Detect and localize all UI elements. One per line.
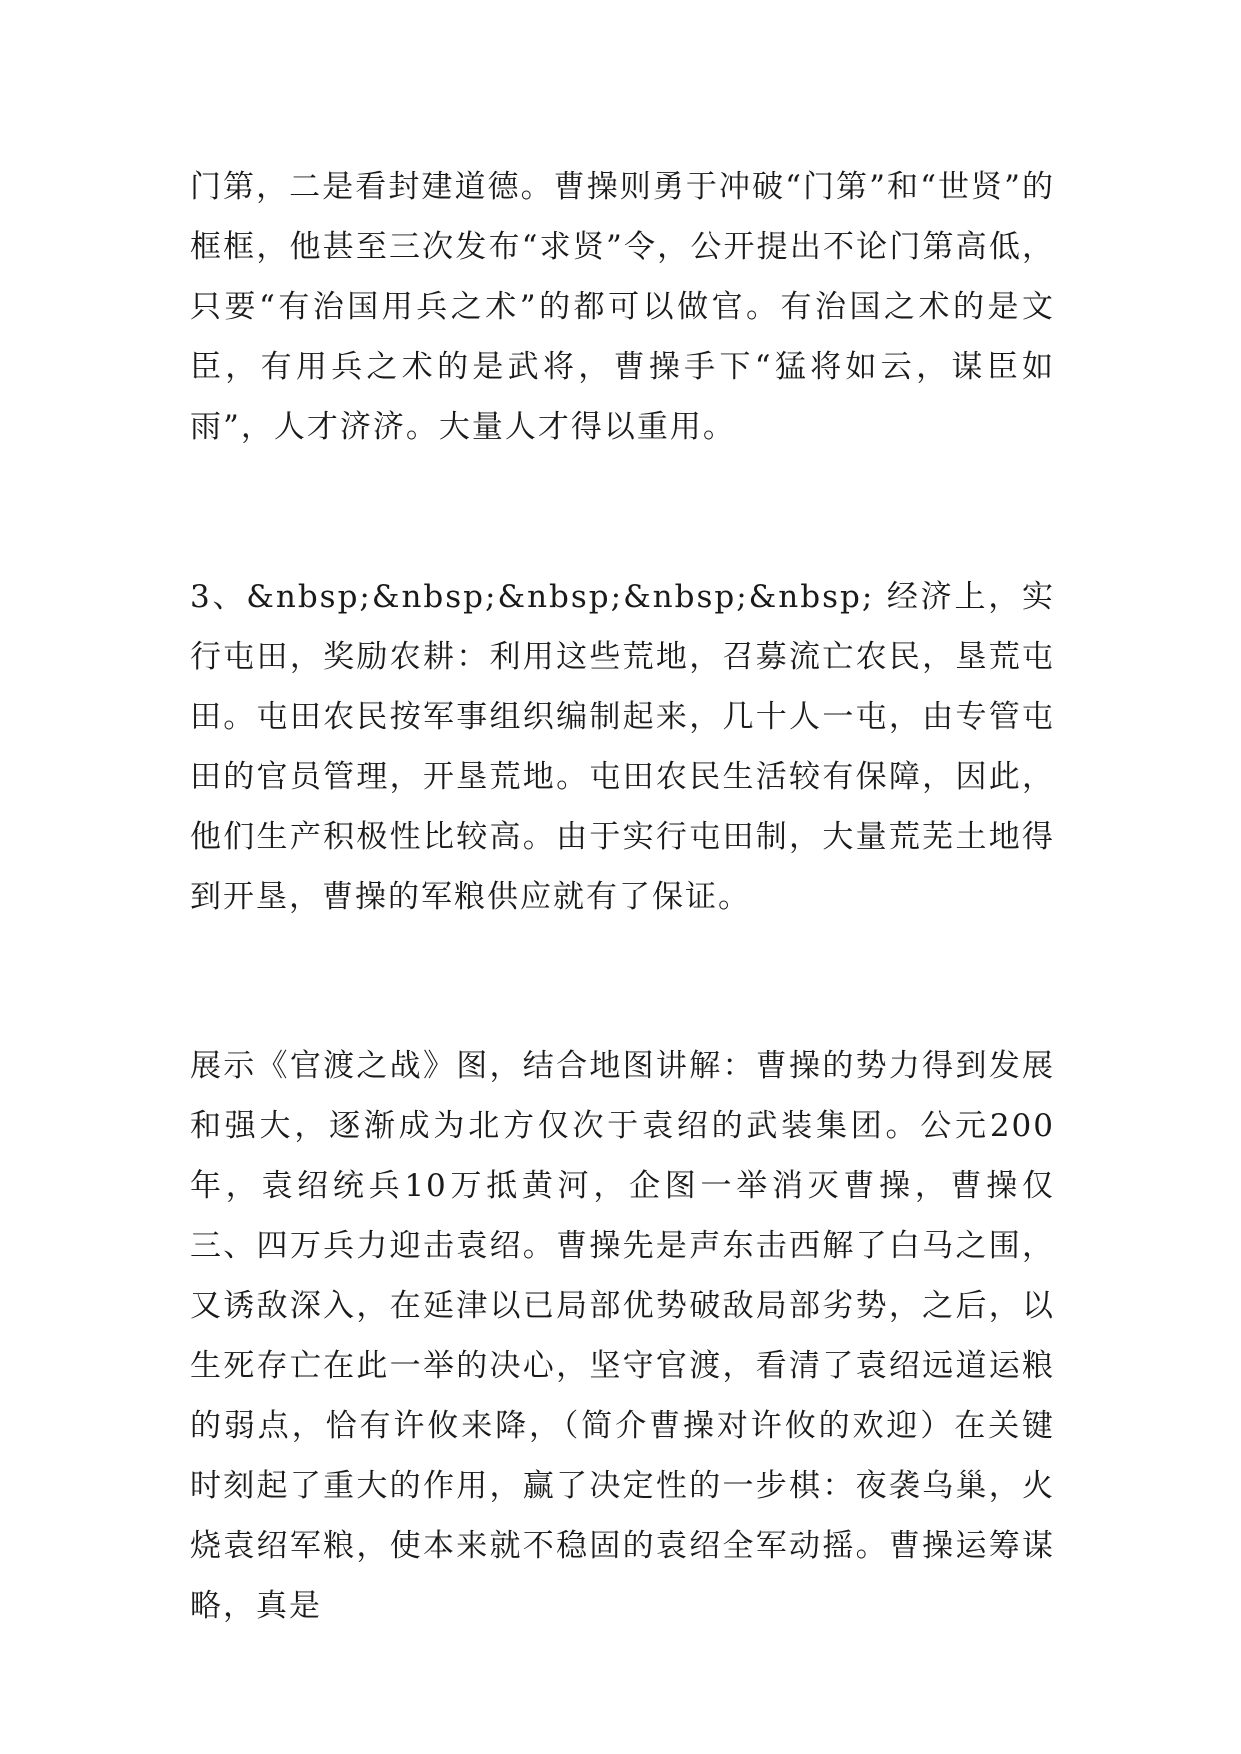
paragraph-guandu-battle: 展示《官渡之战》图，结合地图讲解：曹操的势力得到发展和强大，逐渐成为北方仅次于袁绍的武装集团。公元200年，袁绍统兵10万抵黄河，企图一举消灭曹操，曹操仅三、四万兵力迎击袁绍。曹操先是声东击西解了白马之围，又诱敌深入，在延津以已局部优势破敌局部劣势，之后，以生死存亡在此一举的决心，坚守官渡，看清了袁绍远道运粮的弱点，恰有许攸来降，（简介曹操对许攸的欢迎）在关键时刻起了重大的作用，赢了决定性的一步棋：夜袭乌巢，火烧袁绍军粮，使本来就不稳固的袁绍全军动摇。曹操运筹谋略，真是 (190, 1048, 1055, 1624)
paragraph-talent-policy: 门第，二是看封建道德。曹操则勇于冲破“门第”和“世贤”的框框，他甚至三次发布“求贤”令，公开提出不论门第高低，只要“有治国用兵之术”的都可以做官。有治国之术的是文臣，有用兵之术的是武将，曹操手下“猛将如云，谋臣如雨”，人才济济。大量人才得以重用。 (190, 169, 1055, 445)
paragraph-tuntian-economy: 3、&nbsp;&nbsp;&nbsp;&nbsp;&nbsp; 经济上，实行屯田，奖励农耕：利用这些荒地，召募流亡农民，垦荒屯田。屯田农民按军事组织编制起来，几十人一屯，由专管屯田的官员管理，开垦荒地。屯田农民生活较有保障，因此，他们生产积极性比较高。由于实行屯田制，大量荒芜土地得到开垦，曹操的军粮供应就有了保证。 (190, 579, 1055, 915)
